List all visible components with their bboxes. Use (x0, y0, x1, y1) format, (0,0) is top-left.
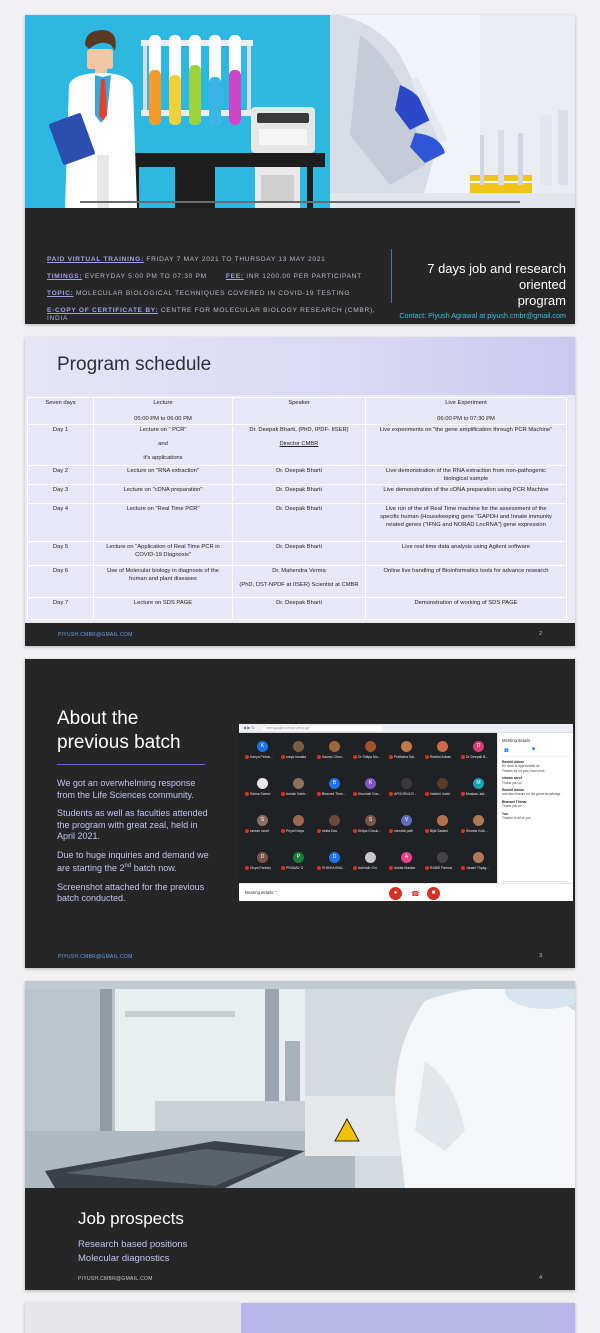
avatar: S (365, 815, 376, 826)
mic-off-icon[interactable]: ● (389, 887, 402, 900)
participant-tile (459, 813, 499, 839)
mic-muted-icon (281, 755, 285, 759)
avatar (437, 815, 448, 826)
participant-tile (279, 739, 319, 765)
participant-name: nivedita patil (389, 829, 427, 833)
avatar: D (473, 741, 484, 752)
participant-name: PRANAV G (281, 866, 319, 870)
mic-muted-icon (245, 792, 249, 796)
page-number: 3 (538, 953, 542, 959)
table-header-row: Seven days Lecture 05:00 PM to 06:00 PM Speaker Live Experiment 06:00 PM to 07:30 PM (28, 398, 567, 425)
participant-tile (423, 850, 463, 876)
avatar (329, 815, 340, 826)
avatar: V (401, 815, 412, 826)
divider (391, 249, 392, 303)
avatar (401, 741, 412, 752)
participant-name: Shilpa Chouk... (353, 829, 391, 833)
participant-tile (387, 776, 427, 802)
mic-muted-icon (245, 866, 249, 870)
participant-tile (315, 739, 355, 765)
mic-muted-icon (281, 866, 285, 870)
avatar (365, 852, 376, 863)
participant-name: SHIKHA BHA... (317, 866, 355, 870)
browser-bar: ◀ ▶ ↻ meet.google.com/yxr-amcp-gjv (239, 724, 573, 733)
participant-tile (243, 850, 283, 876)
chat-message: Rashid Adnan and also thanks for the great knowledge (502, 788, 561, 797)
scientist-illustration (25, 15, 330, 208)
avatar: K (257, 741, 268, 752)
participant-tile (243, 813, 283, 839)
mic-muted-icon (389, 792, 393, 796)
participant-name: APOORVA R... (389, 792, 427, 796)
participant-name: Ishita Das (317, 829, 355, 833)
schedule-header (25, 337, 575, 395)
participant-tile (351, 850, 391, 876)
participant-tile (279, 850, 319, 876)
participant-name: Bijal Sadani (425, 829, 463, 833)
section-title: About the previous batch (57, 708, 181, 753)
table-row: Day 7 Lecture on SDS PAGE Dr. Deepak Bharti Demonstration of working of SDS PAGE (28, 598, 567, 620)
mic-muted-icon (317, 866, 321, 870)
participant-tile (243, 776, 283, 802)
avatar (365, 741, 376, 752)
participant-tile (387, 813, 427, 839)
url-bar: meet.google.com/yxr-amcp-gjv (263, 726, 383, 731)
avatar (437, 852, 448, 863)
avatar: B (329, 778, 340, 789)
participant-tile (351, 739, 391, 765)
participant-name: RABIS Parmar (425, 866, 463, 870)
participant-tile (279, 813, 319, 839)
participant-name: Ankita Maskar (389, 866, 427, 870)
participant-name: simran sarof (245, 829, 283, 833)
participant-tile (459, 739, 499, 765)
program-title: 7 days job and research oriented program (427, 261, 566, 308)
participant-name: Rashid Adnan (425, 755, 463, 759)
mic-muted-icon (353, 755, 357, 759)
mic-muted-icon (461, 792, 465, 796)
participant-name: Kanya Pinhar... (245, 755, 283, 759)
participant-tile (423, 776, 463, 802)
participant-tile (351, 813, 391, 839)
table-row: Day 3 Lecture on "cDNA preparation" Dr. Deepak Bharti Live demonstration of the cDNA preparation using PCR Machine (28, 485, 567, 504)
mic-muted-icon (353, 829, 357, 833)
participant-name: Priyal Kalya (281, 829, 319, 833)
participant-name: sreya kanaka (281, 755, 319, 759)
mic-muted-icon (317, 829, 321, 833)
mic-muted-icon (461, 829, 465, 833)
participant-tile (423, 813, 463, 839)
avatar (401, 778, 412, 789)
contact-line: Contact: Piyush Agrawal at piyush.cmbr@gmail.com (399, 311, 566, 320)
participant-tile (423, 739, 463, 765)
lab-equipment-photo (25, 981, 575, 1188)
info-timings-fee: TIMINGS: EVERYDAY 5:00 PM TO 07:30 PM FEE: INR 1200.00 PER PARTICIPANT (47, 273, 362, 280)
mic-muted-icon (353, 792, 357, 796)
list-item: Research based positions (78, 1239, 188, 1250)
avatar (293, 741, 304, 752)
mic-muted-icon (425, 755, 429, 759)
participant-name: Khushali Gon... (353, 792, 391, 796)
lab-photo (330, 15, 575, 208)
page-number: 2 (538, 631, 542, 637)
footer-email: PIYUSH.CMBR@GMAIL.COM (58, 954, 133, 960)
avatar: D (257, 852, 268, 863)
avatar (473, 852, 484, 863)
slide-footer (25, 623, 575, 646)
slide-title (25, 15, 575, 324)
participant-name: Muskan Jad... (461, 792, 499, 796)
meeting-screenshot (239, 724, 573, 901)
avatar (437, 778, 448, 789)
avatar (293, 815, 304, 826)
avatar (293, 778, 304, 789)
slide-footer (25, 945, 575, 968)
slide-previous-batch (25, 659, 575, 968)
end-call-icon[interactable]: ☎ (411, 891, 420, 898)
avatar: P (293, 852, 304, 863)
slide-next-partial (25, 1303, 575, 1333)
participant-name: Saurav Chou... (317, 755, 355, 759)
info-certificate: E-COPY OF CERTIFICATE BY: CENTRE FOR MOLECULAR BIOLOGY RESEARCH (CMBR), (47, 307, 376, 314)
avatar: K (365, 778, 376, 789)
participant-name: Janani Thyag... (461, 866, 499, 870)
meeting-chat-panel: Meeting details 👥 ■ Rashid Adnan Sir work is appreciable sir Thanks sir for your hard work simran sarof Thank you sir Rashid Adnan and also thanks for the great knowledge Bhavani Thenar Thank you sir You Thanks to all of you (497, 733, 573, 892)
participant-tile (243, 739, 283, 765)
schedule-title: Program schedule (57, 354, 212, 375)
participant-tile (387, 850, 427, 876)
mic-muted-icon (281, 829, 285, 833)
side-title: Meeting details (502, 738, 531, 743)
mic-muted-icon (245, 755, 249, 759)
participant-tile (387, 739, 427, 765)
avatar: M (473, 778, 484, 789)
avatar (257, 778, 268, 789)
info-topic: TOPIC: MOLECULAR BIOLOGICAL TECHNIQUES COVERED IN COVID-19 TESTING (47, 290, 351, 297)
chat-message: Bhavani Thenar Thank you sir (502, 799, 527, 809)
camera-off-icon[interactable]: ■ (427, 887, 440, 900)
participant-tile (315, 776, 355, 802)
section-title: Job prospects (78, 1209, 184, 1228)
avatar (437, 741, 448, 752)
table-row: Day 1 Lecture on " PCR" and it's applications Dr. Deepak Bharti, (PhD, IPDF- IISER) Director CMBR Live experiments on "the gene amplification through PCR Machine" (28, 425, 567, 466)
participant-name: Shweta Kulk... (461, 829, 499, 833)
participant-tile (315, 850, 355, 876)
mic-muted-icon (425, 866, 429, 870)
table-row: Day 4 Lecture on "Real Time PCR" Dr. Deepak Bharti Live run of the of Real Time machine for the assessment of the specific human (Housekeeping gene "GAPDH and Innate immunity related genes ("IFNG and NORAD LncRNA") gene expression (28, 504, 567, 542)
mic-muted-icon (461, 866, 465, 870)
chat-message: You Thanks to all of you (502, 811, 531, 821)
mic-muted-icon (317, 755, 321, 759)
table-row: Day 5 Lecture on "Application of Real Time PCR in COVID-19 Diagnosis" Dr. Deepak Bharti Live real time data analysis using Agilent software (28, 542, 567, 566)
mic-muted-icon (425, 792, 429, 796)
table-row: Day 2 Lecture on "RNA extraction" Dr. Deepak Bharti Live demonstration of the RNA extraction from non-pathogenic biological sample (28, 466, 567, 485)
chat-message: Rashid Adnan Sir work is appreciable sir Thanks sir for your hard work (502, 760, 545, 773)
participant-name: Bhavani Then... (317, 792, 355, 796)
info-training-dates: PAID VIRTUAL TRAINING: FRIDAY 7 MAY 2021 TO THURSDAY 13 MAY 2021 (47, 256, 326, 263)
mic-muted-icon (461, 755, 465, 759)
mic-muted-icon (389, 755, 393, 759)
participant-name: Dr Deepak B... (461, 755, 499, 759)
slide-job-prospects (25, 981, 575, 1290)
mic-muted-icon (317, 792, 321, 796)
mic-muted-icon (389, 829, 393, 833)
participant-tile (459, 776, 499, 802)
avatar: S (257, 815, 268, 826)
slide-footer (25, 1267, 575, 1290)
avatar: A (401, 852, 412, 863)
footer-email: PIYUSH.CMBR@GMAIL.COM (58, 632, 133, 638)
list-item: Molecular diagnostics (78, 1253, 170, 1264)
participant-tile (459, 850, 499, 876)
mic-muted-icon (245, 829, 249, 833)
slide-schedule (25, 337, 575, 646)
meeting-details-label[interactable]: Meeting details ⌃ (245, 890, 278, 895)
participant-tile (351, 776, 391, 802)
slide-banner (241, 1303, 575, 1333)
participant-name: Ashish Kabir... (281, 792, 319, 796)
mic-muted-icon (425, 829, 429, 833)
avatar (473, 815, 484, 826)
footer-email: PIYUSH.CMBR@GMAIL.COM (78, 1276, 153, 1282)
participant-name: Vaishhi Joshi (425, 792, 463, 796)
chat-message: simran sarof Thank you sir (502, 776, 522, 785)
batch-description: We got an overwhelming response from the Life Sciences community. Students as well as faculties attended the program with great zeal, held in April 2021. Due to huge inquiries and demand we are starting the 2nd batch now. Screenshot attached for the previous batch conducted. (57, 778, 209, 903)
info-certificate-cont: INDIA (47, 315, 69, 322)
mic-muted-icon (389, 866, 393, 870)
participant-name: Dr Shilpa Mo... (353, 755, 391, 759)
participant-tile (315, 813, 355, 839)
avatar (329, 741, 340, 752)
participant-tile (279, 776, 319, 802)
training-info (25, 208, 575, 324)
meeting-controls (239, 883, 573, 901)
table-row: Day 6 Use of Molecular biology in diagnosis of the human and plant diseases Dr. Mahendra Verma (PhD, DST-NPDF at IISER) Scientist at CMBR Online live handling of Bioinformatics tools for advance research (28, 566, 567, 598)
job-list (78, 1238, 187, 1266)
title-underline (57, 764, 205, 765)
participant-grid (239, 733, 497, 883)
avatar: D (329, 852, 340, 863)
mic-muted-icon (353, 866, 357, 870)
schedule-table (27, 397, 567, 620)
participant-name: Adhiraih Giri (353, 866, 391, 870)
mic-muted-icon (281, 792, 285, 796)
participant-name: Divya Pandey (245, 866, 283, 870)
participant-name: Salma Saeed (245, 792, 283, 796)
participant-name: Pratiksha Sal... (389, 755, 427, 759)
page-number: 4 (538, 1275, 542, 1281)
